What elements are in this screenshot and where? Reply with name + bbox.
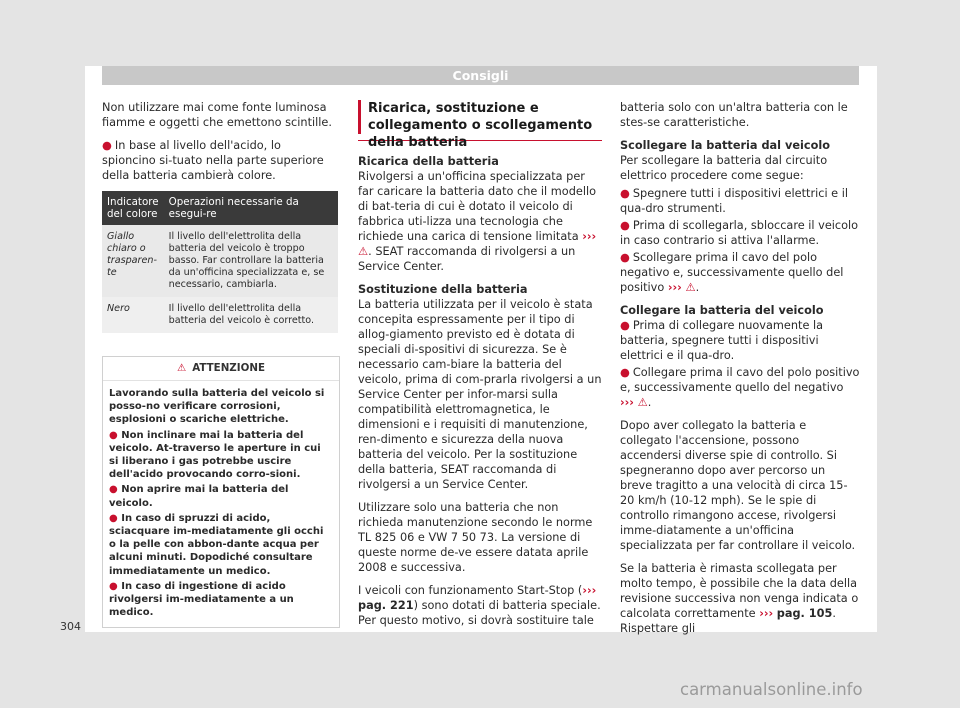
bullet-text: Scollegare prima il cavo del polo negativo e, successivamente quello del positivo [620,251,844,294]
bullet-text: Spegnere tutti i dispositivi elettrici e il qua-dro strumenti. [620,187,849,215]
warning-triangle-icon: ⚠ [176,362,187,374]
bullet-icon: ● [620,187,630,200]
paragraph [358,583,602,628]
warning-title: ATTENZIONE [192,362,266,374]
warning-intro: Lavorando sulla batteria del veicolo si posso-no verificare corrosioni, esplosioni o scariche elettriche. [109,388,325,426]
header-bar [102,66,859,85]
table-cell: Nero [102,297,164,333]
warning-bullet-text: Non inclinare mai la batteria del veicolo. At-traverso le aperture in cui si liberano i gas potrebbe uscire dell'acido provocando corro-sioni. [109,429,321,481]
table-header-color: Indicatore del colore [102,191,164,225]
warning-bullet-text: In caso di spruzzi di acido, sciacquare im-mediatamente gli occhi o la pelle con abbon-dante acqua per alcuni minuti. Dopodiché consultare immediatamente un medico. [109,512,324,577]
paragraph-text: I veicoli con funzionamento Start-Stop ( [358,584,583,597]
bullet-item [620,186,860,216]
table-row [102,297,338,333]
bullet-icon: ● [620,219,630,232]
bullet-item: ● Scollegare prima il cavo del polo negativo e, successivamente quello del positivo ››› ⚠. [620,251,844,294]
paragraph: batteria solo con un'altra batteria con le stes-se caratteristiche. [620,101,848,129]
bullet-icon: ● [620,366,630,379]
section-title-block [358,100,602,150]
warning-triangle-icon: ⚠ [637,396,648,409]
table-cell: Giallo chiaro o trasparen-te [102,225,164,297]
warning-bullet-text: Non aprire mai la batteria del veicolo. [109,484,289,509]
column-left [102,100,338,628]
warning-box [102,356,340,628]
indicator-table [102,191,338,333]
table-header-action: Operazioni necessarie da esegui-re [164,191,338,225]
warning-bullet [109,483,333,509]
bullet-text: Prima di collegare nuovamente la batteria, spegnere tutti i dispositivi elettrici e il qua-dro. [620,319,824,362]
subheading: Collegare la batteria del veicolo [620,304,824,317]
arrows-icon: ››› [582,230,597,243]
bullet-text: Collegare prima il cavo del polo positivo e, successivamente quello del negativo [620,366,860,394]
warning-header [103,357,339,381]
bullet-icon: ● [109,429,118,441]
paragraph [358,169,602,274]
arrows-icon: ››› [759,607,774,620]
subheading: Ricarica della batteria [358,155,499,168]
arrows-icon: ››› [582,584,597,597]
warning-bullet-text: In caso di ingestione di acido rivolgersi im-mediatamente a un medico. [109,580,294,619]
bullet-icon: ● [620,319,630,332]
bullet-icon: ● [620,251,630,264]
paragraph: Utilizzare solo una batteria che non richieda manutenzione secondo le norme TL 825 06 e VW 7 50 73. La versione di queste norme de-ve essere datata aprile 2008 e successiva. [358,501,593,574]
paragraph-text: Rivolgersi a un'officina specializzata per far caricare la batteria dato che il modello di bat-teria di cui è dotato il veicolo di fabbrica uti-lizza una tecnologia che richiede una carica di tensione limitata [358,170,597,243]
warning-bullet [109,429,333,482]
paragraph [620,561,860,636]
warning-body [103,381,339,627]
paragraph: Dopo aver collegato la batteria e collegato l'accensione, possono accendersi diverse spie di controllo. Si spegneranno dopo aver percorso un breve tragitto a una velocità di circa 15-20 km/h (10-12 mph). Se le spie di controllo rimangono accese, rivolgersi imme-diatamente a un'officina specializzata per far controllare il veicolo. [620,419,856,552]
bullet-item [102,138,338,183]
bullet-text: Prima di scollegarla, sbloccare il veicolo in caso contrario si attiva l'allarme. [620,219,859,247]
page-number: 304 [60,620,81,633]
page-reference-link[interactable]: pag. 105 [776,607,833,620]
paragraph: La batteria utilizzata per il veicolo è stata concepita espressamente per il tipo di allog-giamento previsto ed è dotata di speciali di-spositivi di sicurezza. Se è necessario cam-biare la batteria del veicolo, prima di com-prarla rivolgersi a un Service Center per infor-marsi sulla compatibilità elettromagnetica, le dimensioni e i requisiti di manutenzione, ren-dimento e sicurezza della nuova batteria del veicolo. Per la sostituzione della batteria, SEAT raccomanda di rivolgersi a un Service Center. [358,298,602,491]
paragraph: Per scollegare la batteria dal circuito elettrico procedere come segue: [620,154,828,182]
column-right [620,100,860,644]
page-reference-link[interactable]: pag. 221 [358,599,414,612]
page-title: Consigli [452,68,509,83]
subheading: Scollegare la batteria dal veicolo [620,139,830,152]
warning-triangle-icon: ⚠ [685,281,696,294]
paragraph-text: Se la batteria è rimasta scollegata per molto tempo, è possibile che la data della revisione successiva non venga indicata o calcolata correttamente [620,562,859,620]
paragraph-text: . SEAT raccomanda di rivolgersi a un Service Center. [358,245,576,273]
bullet-item [620,318,860,363]
bullet-text: In base al livello dell'acido, lo spioncino si-tuato nella parte superiore della batteria cambierà colore. [102,139,324,182]
bullet-item: ● Collegare prima il cavo del polo positivo e, successivamente quello del negativo ››› ⚠. [620,366,860,409]
bullet-icon: ● [109,580,118,592]
table-cell: Il livello dell'elettrolita della batteria del veicolo è corretto. [164,297,338,333]
section-title: Ricarica, sostituzione e collegamento o scollegamento della batteria [358,100,602,134]
arrows-icon: ››› [667,281,682,294]
intro-text: Non utilizzare mai come fonte luminosa fiamme e oggetti che emettono scintille. [102,101,332,129]
table-row [102,225,338,297]
warning-bullet [109,512,333,578]
bullet-icon: ● [109,484,118,496]
warning-bullet [109,580,333,620]
arrows-icon: ››› [620,396,634,409]
paragraph-text: . Rispettare gli [620,607,836,635]
warning-triangle-icon: ⚠ [358,245,369,258]
watermark: carmanualsonline.info [680,680,863,699]
bullet-item [620,218,860,248]
bullet-icon: ● [102,139,112,152]
paragraph-text: ) sono dotati di batteria speciale. Per questo motivo, si dovrà sostituire tale [358,599,601,627]
bullet-icon: ● [109,512,118,524]
subheading: Sostituzione della batteria [358,283,528,296]
column-middle [358,100,602,636]
table-cell: Il livello dell'elettrolita della batteria del veicolo è troppo basso. Far controllare la batteria da un'officina specializzata e, se necessario, cambiarla. [164,225,338,297]
